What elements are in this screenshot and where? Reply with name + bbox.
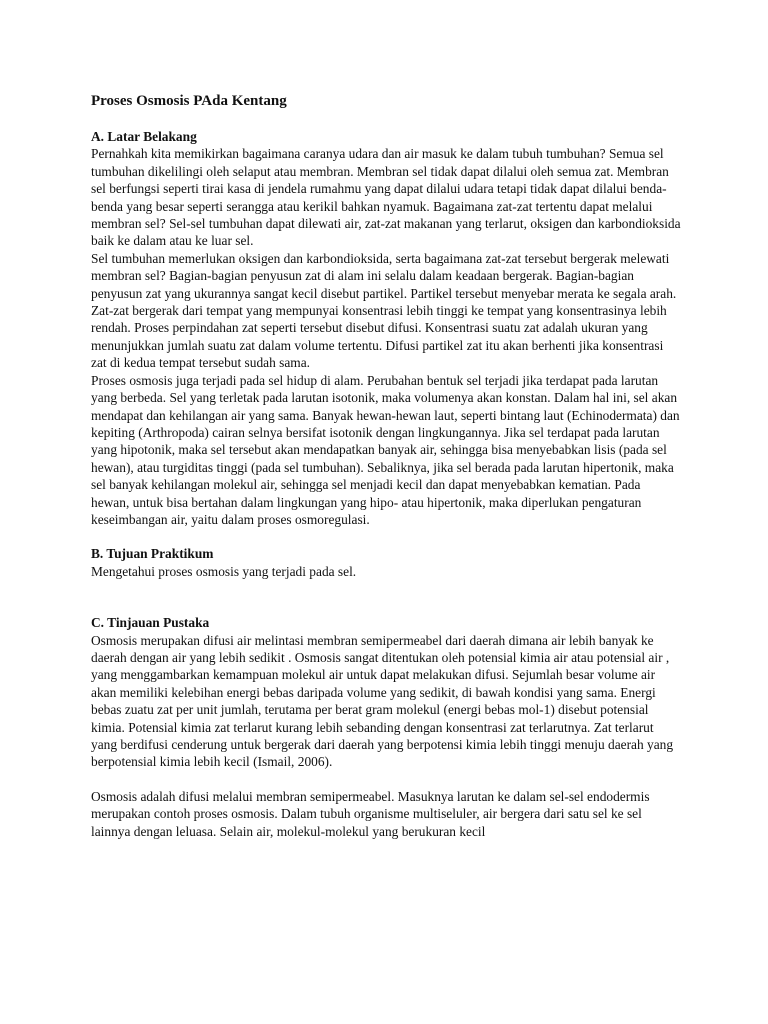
spacer (91, 771, 681, 788)
spacer (91, 580, 681, 614)
section-latar-belakang (91, 128, 681, 528)
section-tinjauan-pustaka (91, 614, 681, 840)
spacer (91, 528, 681, 545)
document-page (91, 91, 681, 840)
paragraph: Pernahkah kita memikirkan bagaimana caranya udara dan air masuk ke dalam tubuh tumbuhan? Semua sel tumbuhan dikelilingi oleh selaput atau membran. Membran sel tidak dapat dilalui oleh semua zat. Membran sel berfungsi seperti tirai kasa di jendela rumahmu yang dapat dilalui udara tetapi tidak dapat dilalui benda-benda yang besar seperti serangga atau kerikil bahkan nyamuk. Bagaimana zat-zat tertentu dapat melalui membran sel? Sel-sel tumbuhan dapat dilewati air, zat-zat makanan yang terlarut, oksigen dan karbondioksida baik ke dalam atau ke luar sel. (91, 146, 681, 249)
paragraph: Proses osmosis juga terjadi pada sel hidup di alam. Perubahan bentuk sel terjadi jika terdapat pada larutan yang berbeda. Sel yang terletak pada larutan isotonik, maka volumenya akan konstan. Dalam hal ini, sel akan mendapat dan kehilangan air yang sama. Banyak hewan-hewan laut, seperti bintang laut (Echinodermata) dan kepiting (Arthropoda) cairan selnya bersifat isotonik dengan lingkungannya. Jika sel terdapat pada larutan yang hipotonik, maka sel tersebut akan mendapatkan banyak air, sehingga bisa menyebabkan lisis (pada sel hewan), atau turgiditas tinggi (pada sel tumbuhan). Sebaliknya, jika sel berada pada larutan hipertonik, maka sel banyak kehilangan molekul air, sehingga sel menjadi kecil dan dapat menyebabkan kematian. Pada hewan, untuk bisa bertahan dalam lingkungan yang hipo- atau hipertonik, maka diperlukan pengaturan keseimbangan air, yaitu dalam proses osmoregulasi. (91, 372, 680, 527)
document-title: Proses Osmosis PAda Kentang (91, 93, 287, 109)
section-heading: C. Tinjauan Pustaka (91, 615, 210, 631)
paragraph: Sel tumbuhan memerlukan oksigen dan karbondioksida, serta bagaimana zat-zat tersebut bergerak melewati membran sel? Bagian-bagian penyusun zat di alam ini selalu dalam keadaan bergerak. Bagian-bagian penyusun zat yang ukurannya sangat kecil disebut partikel. Partikel tersebut menyebar merata ke segala arah. Zat-zat bergerak dari tempat yang mempunyai konsentrasi lebih tinggi ke tempat yang konsentrasinya lebih rendah. Proses perpindahan zat seperti tersebut disebut difusi. Konsentrasi suatu zat adalah ukuran yang menunjukkan jumlah suatu zat dalam volume tertentu. Difusi partikel zat itu akan berhenti jika konsentrasi zat di kedua tempat tersebut sudah sama. (91, 250, 677, 371)
paragraph: Osmosis adalah difusi melalui membran semipermeabel. Masuknya larutan ke dalam sel-sel endodermis merupakan contoh proses osmosis. Dalam tubuh organisme multiseluler, air bergera dari satu sel ke sel lainnya dengan leluasa. Selain air, molekul-molekul yang berukuran kecil (91, 788, 650, 839)
paragraph: Osmosis merupakan difusi air melintasi membran semipermeabel dari daerah dimana air lebih banyak ke daerah dengan air yang lebih sedikit . Osmosis sangat ditentukan oleh potensial kimia air atau potensial air , yang menggambarkan kemampuan molekul air untuk dapat melakukan difusi. Sejumlah besar volume air akan memiliki kelebihan energi bebas daripada volume yang sedikit, di bawah kondisi yang sama. Energi bebas zuatu zat per unit jumlah, terutama per berat gram molekul (energi bebas mol-1) disebut potensial kimia. Potensial kimia zat terlarut kurang lebih sebanding dengan konsentrasi zat terlarutnya. Zat terlarut yang berdifusi cenderung untuk bergerak dari daerah yang berpotensi kimia lebih tinggi menuju daerah yang berpotensial kimia lebih kecil (Ismail, 2006). (91, 632, 674, 770)
section-heading: A. Latar Belakang (91, 129, 197, 144)
section-heading: B. Tujuan Praktikum (91, 546, 214, 562)
paragraph: Mengetahui proses osmosis yang terjadi pada sel. (91, 563, 357, 579)
section-tujuan-praktikum (91, 545, 681, 580)
